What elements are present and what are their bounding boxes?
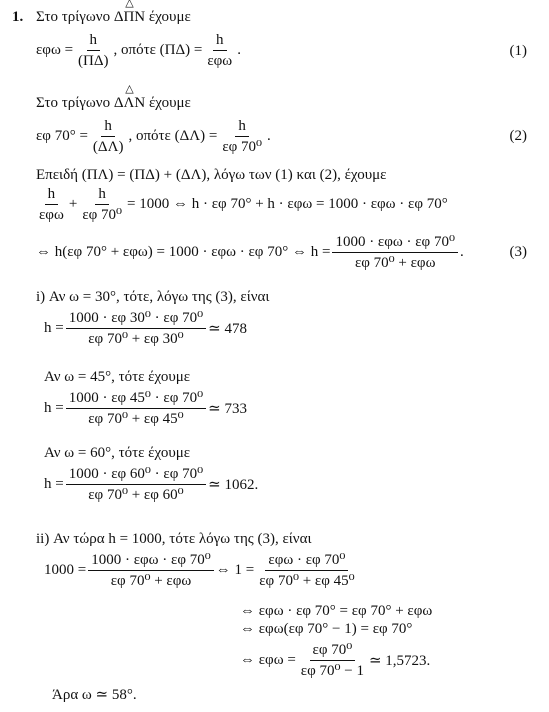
part-i-heading: i) Αν ω = 30°, τότε, λόγω της (3), είναι — [36, 289, 270, 305]
equation-3 — [36, 234, 464, 271]
numerator: 1000 · εφω · εφ 70⁰ — [332, 234, 458, 253]
fraction — [90, 118, 127, 155]
triangle-symbol: △ — [125, 0, 134, 9]
eq-text: ⇔ 1 = — [215, 562, 255, 578]
eq-text: . — [459, 244, 464, 260]
equation-tag-1: (1) — [509, 43, 527, 59]
equation-tag-2: (2) — [509, 128, 527, 144]
fraction — [79, 186, 125, 223]
intro-text: Στο τρίγωνο — [36, 9, 114, 25]
eq-text: ≃ 1,5723. — [368, 653, 431, 669]
eq-text: εφω = — [36, 42, 74, 58]
fraction — [256, 552, 357, 589]
conclusion: Άρα ω ≃ 58°. — [52, 687, 137, 703]
fraction — [66, 310, 206, 347]
eq-text: ⇔ h(εφ 70° + εφω) = 1000 · εφω · εφ 70° ⇔ h = — [36, 244, 331, 260]
case-60-heading: Αν ω = 60°, τότε έχουμε — [44, 445, 191, 461]
part-ii-line-1 — [44, 552, 360, 589]
equation-2 — [36, 118, 271, 155]
part-ii-heading: ii) Αν τώρα h = 1000, τότε λόγω της (3), είναι — [36, 531, 312, 547]
denominator: εφ 70⁰ — [82, 207, 123, 223]
denominator: εφ 70⁰ + εφ 45⁰ — [88, 411, 184, 427]
eq-text: . — [267, 128, 271, 144]
intro-text-end: έχουμε — [145, 95, 191, 111]
fraction — [66, 390, 206, 427]
eq-text: , οπότε (ΠΔ) = — [113, 42, 203, 58]
fraction — [88, 552, 214, 589]
fraction — [204, 32, 235, 69]
triangle-name: ΔΛΝ — [113, 95, 146, 111]
numerator: 1000 · εφ 60⁰ · εφ 70⁰ — [66, 466, 206, 485]
denominator: (ΠΔ) — [78, 53, 109, 69]
result-60 — [44, 466, 258, 503]
intro-triangle-dln — [36, 83, 191, 112]
numerator: 1000 · εφω · εφ 70⁰ — [88, 552, 214, 571]
case-45-heading: Αν ω = 45°, τότε έχουμε — [44, 369, 191, 385]
numerator: εφ 70⁰ — [310, 642, 356, 661]
denominator: εφω — [39, 207, 64, 223]
numerator: h — [213, 32, 227, 51]
denominator: εφ 70⁰ + εφ 45⁰ — [259, 573, 355, 589]
denominator: εφ 70⁰ + εφω — [110, 573, 192, 589]
triangle-label — [113, 83, 146, 112]
equation-sum — [34, 186, 448, 223]
part-ii-line-2: ⇔ εφω · εφ 70° = εφ 70° + εφω — [240, 603, 433, 619]
eq-text: 1000 = — [44, 562, 87, 578]
eq-text: = 1000 ⇔ h · εφ 70° + h · εφω = 1000 · εφω · εφ 70° — [127, 196, 448, 212]
numerator: h — [95, 186, 109, 205]
since-line: Επειδή (ΠΛ) = (ΠΔ) + (ΔΛ), λόγω των (1) και (2), έχουμε — [36, 167, 387, 183]
fraction — [66, 466, 206, 503]
result-45 — [44, 390, 247, 427]
intro-triangle-dpn — [36, 0, 191, 26]
denominator: εφ 70⁰ − 1 — [300, 663, 364, 679]
numerator: h — [45, 186, 59, 205]
triangle-label — [113, 0, 146, 26]
numerator: 1000 · εφ 30⁰ · εφ 70⁰ — [66, 310, 206, 329]
denominator: εφ 70⁰ + εφ 30⁰ — [88, 331, 184, 347]
problem-number: 1. — [12, 9, 24, 25]
eq-text: ≃ 733 — [208, 401, 247, 417]
denominator: εφω — [207, 53, 233, 69]
denominator: εφ 70⁰ + εφω — [354, 255, 436, 271]
eq-text: h = — [44, 400, 64, 416]
numerator: h — [101, 118, 115, 137]
eq-text: εφ 70° = — [36, 128, 88, 144]
eq-text: ≃ 1062. — [208, 477, 259, 493]
intro-text-end: έχουμε — [145, 9, 191, 25]
part-ii-line-3: ⇔ εφω(εφ 70° − 1) = εφ 70° — [240, 621, 413, 637]
denominator: (ΔΛ) — [92, 139, 124, 155]
eq-text: h = — [44, 476, 64, 492]
equation-tag-3: (3) — [509, 244, 527, 260]
part-ii-line-4 — [240, 642, 430, 679]
fraction — [332, 234, 458, 271]
numerator: εφω · εφ 70⁰ — [265, 552, 348, 571]
numerator: h — [235, 118, 249, 137]
eq-text: + — [68, 196, 78, 212]
numerator: 1000 · εφ 45⁰ · εφ 70⁰ — [66, 390, 206, 409]
denominator: εφ 70⁰ — [222, 139, 263, 155]
eq-text: h = — [44, 320, 64, 336]
intro-text: Στο τρίγωνο — [36, 95, 114, 111]
triangle-symbol: △ — [125, 83, 134, 95]
eq-text: , οπότε (ΔΛ) = — [128, 128, 218, 144]
eq-text: . — [237, 42, 241, 58]
numerator: h — [87, 32, 101, 51]
triangle-name: ΔΠΝ — [113, 9, 146, 25]
fraction — [298, 642, 367, 679]
result-30 — [44, 310, 247, 347]
eq-text: ⇔ εφω = — [240, 652, 296, 668]
fraction — [36, 186, 67, 223]
denominator: εφ 70⁰ + εφ 60⁰ — [88, 487, 184, 503]
fraction — [219, 118, 265, 155]
eq-text: ≃ 478 — [208, 321, 247, 337]
equation-1 — [36, 32, 241, 69]
fraction — [75, 32, 111, 69]
